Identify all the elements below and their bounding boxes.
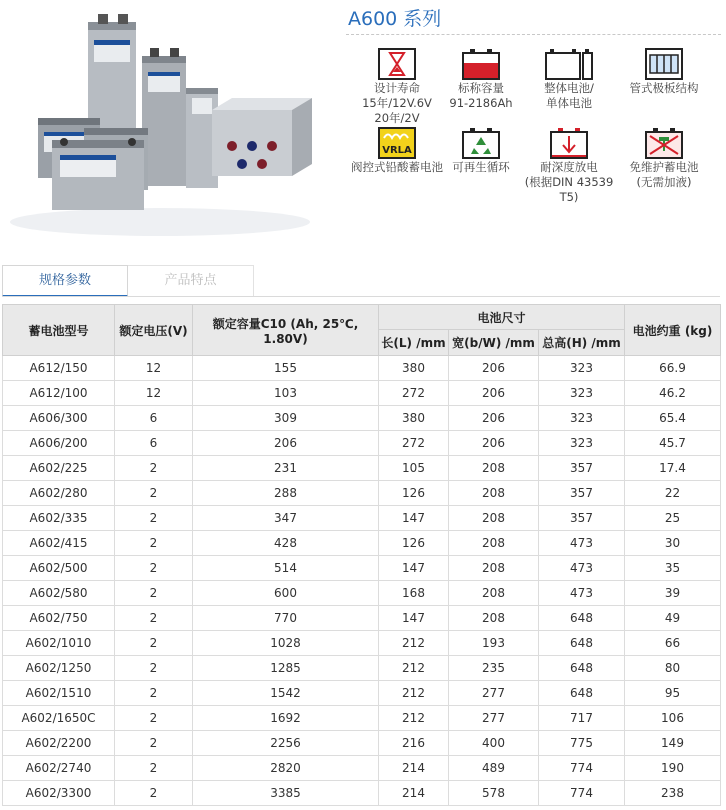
cell-model: A602/335 <box>3 506 115 531</box>
feature-capacity <box>431 48 531 111</box>
header-weight: 电池约重 (kg) <box>625 305 721 356</box>
spec-table-body <box>3 356 721 806</box>
cell-weight: 106 <box>625 706 721 731</box>
feature-label: 标称容量 <box>458 81 504 95</box>
cell-model: A602/280 <box>3 481 115 506</box>
cell-length: 272 <box>379 381 449 406</box>
cell-weight: 149 <box>625 731 721 756</box>
table-row <box>3 681 721 706</box>
cell-width: 208 <box>449 581 539 606</box>
cell-height: 774 <box>539 756 625 781</box>
cell-weight: 238 <box>625 781 721 806</box>
feature-label: (无需加液) <box>636 175 692 189</box>
cell-width: 193 <box>449 631 539 656</box>
cell-height: 775 <box>539 731 625 756</box>
cell-capacity: 514 <box>193 556 379 581</box>
cell-width: 206 <box>449 356 539 381</box>
cell-model: A602/2740 <box>3 756 115 781</box>
cell-voltage: 2 <box>115 606 193 631</box>
cell-capacity: 428 <box>193 531 379 556</box>
cell-capacity: 3385 <box>193 781 379 806</box>
cell-voltage: 2 <box>115 756 193 781</box>
cell-capacity: 1692 <box>193 706 379 731</box>
cell-weight: 30 <box>625 531 721 556</box>
cell-weight: 25 <box>625 506 721 531</box>
table-row <box>3 506 721 531</box>
cell-weight: 17.4 <box>625 456 721 481</box>
table-row <box>3 731 721 756</box>
cell-capacity: 1028 <box>193 631 379 656</box>
tubular-plate-icon <box>645 48 683 80</box>
product-photo <box>0 0 320 240</box>
feature-label: 15年/12V.6V <box>362 96 432 110</box>
cell-length: 272 <box>379 431 449 456</box>
recycle-icon <box>462 127 500 159</box>
feature-label: 设计寿命 <box>374 81 420 95</box>
feature-block-cell <box>519 48 619 111</box>
cell-capacity: 1285 <box>193 656 379 681</box>
cell-length: 214 <box>379 756 449 781</box>
header-height: 总高(H) /mm <box>539 330 625 356</box>
table-row <box>3 406 721 431</box>
cell-model: A606/300 <box>3 406 115 431</box>
cell-model: A602/1250 <box>3 656 115 681</box>
cell-height: 323 <box>539 381 625 406</box>
tab-specifications[interactable]: 规格参数 <box>2 265 128 297</box>
cell-model: A602/225 <box>3 456 115 481</box>
vrla-icon <box>378 127 416 159</box>
cell-capacity: 347 <box>193 506 379 531</box>
cell-height: 648 <box>539 631 625 656</box>
cell-capacity: 2820 <box>193 756 379 781</box>
cell-voltage: 2 <box>115 706 193 731</box>
feature-label: 20年/2V <box>374 111 420 125</box>
cell-height: 323 <box>539 431 625 456</box>
header-voltage: 额定电压(V) <box>115 305 193 356</box>
cell-length: 212 <box>379 706 449 731</box>
cell-voltage: 6 <box>115 431 193 456</box>
cell-width: 489 <box>449 756 539 781</box>
table-row <box>3 631 721 656</box>
cell-height: 473 <box>539 531 625 556</box>
cell-capacity: 103 <box>193 381 379 406</box>
cell-width: 208 <box>449 481 539 506</box>
feature-label: 管式极板结构 <box>629 81 699 95</box>
feature-label: 阀控式铅酸蓄电池 <box>351 160 443 174</box>
cell-model: A602/2200 <box>3 731 115 756</box>
feature-tubular-plate <box>614 48 714 96</box>
feature-label: (根据DIN 43539 T5) <box>524 175 614 204</box>
feature-label: 91-2186Ah <box>449 96 513 110</box>
cell-height: 648 <box>539 606 625 631</box>
title-divider <box>346 34 721 35</box>
cell-capacity: 206 <box>193 431 379 456</box>
cell-voltage: 2 <box>115 781 193 806</box>
table-row <box>3 481 721 506</box>
cell-voltage: 2 <box>115 556 193 581</box>
cell-model: A602/500 <box>3 556 115 581</box>
hourglass-icon <box>378 48 416 80</box>
table-row <box>3 431 721 456</box>
header-length: 长(L) /mm <box>379 330 449 356</box>
cell-width: 208 <box>449 456 539 481</box>
cell-height: 323 <box>539 406 625 431</box>
cell-height: 774 <box>539 781 625 806</box>
header-dimensions: 电池尺寸 <box>379 305 625 330</box>
cell-length: 380 <box>379 356 449 381</box>
cell-height: 357 <box>539 456 625 481</box>
cell-width: 277 <box>449 681 539 706</box>
cell-weight: 80 <box>625 656 721 681</box>
cell-weight: 49 <box>625 606 721 631</box>
cell-weight: 35 <box>625 556 721 581</box>
cell-length: 214 <box>379 781 449 806</box>
cell-length: 147 <box>379 556 449 581</box>
cell-height: 473 <box>539 581 625 606</box>
cell-model: A602/415 <box>3 531 115 556</box>
cell-height: 357 <box>539 481 625 506</box>
header-model: 蓄电池型号 <box>3 305 115 356</box>
cell-voltage: 12 <box>115 381 193 406</box>
tab-bar <box>2 265 720 296</box>
cell-width: 208 <box>449 606 539 631</box>
cell-model: A602/750 <box>3 606 115 631</box>
cell-model: A602/1010 <box>3 631 115 656</box>
cell-weight: 46.2 <box>625 381 721 406</box>
cell-model: A612/150 <box>3 356 115 381</box>
feature-label: 单体电池 <box>546 96 592 110</box>
cell-capacity: 1542 <box>193 681 379 706</box>
cell-width: 235 <box>449 656 539 681</box>
header-capacity: 额定容量C10 (Ah, 25℃, 1.80V) <box>193 305 379 356</box>
cell-capacity: 231 <box>193 456 379 481</box>
cell-voltage: 2 <box>115 581 193 606</box>
cell-length: 212 <box>379 656 449 681</box>
table-row <box>3 356 721 381</box>
battery-capacity-icon <box>462 48 500 80</box>
table-row <box>3 381 721 406</box>
cell-length: 147 <box>379 506 449 531</box>
tab-divider <box>2 296 720 297</box>
feature-recycle <box>431 127 531 175</box>
feature-label: 整体电池/ <box>544 81 594 95</box>
cell-width: 208 <box>449 506 539 531</box>
table-row <box>3 581 721 606</box>
cell-length: 105 <box>379 456 449 481</box>
cell-width: 277 <box>449 706 539 731</box>
cell-capacity: 770 <box>193 606 379 631</box>
cell-height: 473 <box>539 556 625 581</box>
cell-weight: 95 <box>625 681 721 706</box>
feature-label: 可再生循环 <box>452 160 510 174</box>
cell-height: 648 <box>539 656 625 681</box>
cell-capacity: 600 <box>193 581 379 606</box>
table-row <box>3 656 721 681</box>
cell-model: A602/1510 <box>3 681 115 706</box>
cell-weight: 39 <box>625 581 721 606</box>
cell-voltage: 2 <box>115 506 193 531</box>
cell-width: 206 <box>449 431 539 456</box>
cell-capacity: 309 <box>193 406 379 431</box>
cell-model: A612/100 <box>3 381 115 406</box>
cell-capacity: 288 <box>193 481 379 506</box>
table-row <box>3 706 721 731</box>
cell-height: 717 <box>539 706 625 731</box>
deep-discharge-icon <box>550 127 588 159</box>
cell-length: 126 <box>379 481 449 506</box>
cell-voltage: 2 <box>115 656 193 681</box>
cell-voltage: 2 <box>115 531 193 556</box>
cell-voltage: 2 <box>115 681 193 706</box>
cell-length: 212 <box>379 631 449 656</box>
cell-voltage: 2 <box>115 731 193 756</box>
cell-length: 126 <box>379 531 449 556</box>
cell-capacity: 2256 <box>193 731 379 756</box>
cell-voltage: 12 <box>115 356 193 381</box>
cell-weight: 190 <box>625 756 721 781</box>
cell-weight: 45.7 <box>625 431 721 456</box>
spec-table <box>2 304 721 806</box>
table-row <box>3 756 721 781</box>
cell-height: 357 <box>539 506 625 531</box>
cell-length: 216 <box>379 731 449 756</box>
cell-length: 147 <box>379 606 449 631</box>
cell-height: 323 <box>539 356 625 381</box>
feature-maintenance-free <box>614 127 714 190</box>
cell-height: 648 <box>539 681 625 706</box>
cell-length: 380 <box>379 406 449 431</box>
table-row <box>3 781 721 806</box>
cell-voltage: 2 <box>115 456 193 481</box>
table-row <box>3 556 721 581</box>
cell-model: A606/200 <box>3 431 115 456</box>
battery-block-icon <box>545 48 593 80</box>
cell-weight: 66 <box>625 631 721 656</box>
feature-label: 免维护蓄电池 <box>629 160 699 174</box>
feature-deep-discharge <box>519 127 619 205</box>
cell-voltage: 2 <box>115 481 193 506</box>
cell-width: 400 <box>449 731 539 756</box>
cell-model: A602/3300 <box>3 781 115 806</box>
table-row <box>3 606 721 631</box>
cell-weight: 22 <box>625 481 721 506</box>
cell-width: 208 <box>449 556 539 581</box>
cell-length: 212 <box>379 681 449 706</box>
cell-width: 206 <box>449 381 539 406</box>
cell-model: A602/580 <box>3 581 115 606</box>
table-row <box>3 531 721 556</box>
feature-label: 耐深度放电 <box>540 160 598 174</box>
vrla-text: VRLA <box>382 145 412 156</box>
cell-width: 206 <box>449 406 539 431</box>
header-width: 宽(b/W) /mm <box>449 330 539 356</box>
tab-product-features[interactable]: 产品特点 <box>128 265 254 296</box>
cell-weight: 66.9 <box>625 356 721 381</box>
cell-voltage: 6 <box>115 406 193 431</box>
cell-model: A602/1650C <box>3 706 115 731</box>
cell-width: 578 <box>449 781 539 806</box>
table-row <box>3 456 721 481</box>
cell-length: 168 <box>379 581 449 606</box>
maintenance-free-icon <box>645 127 683 159</box>
cell-width: 208 <box>449 531 539 556</box>
page-title: A600 系列 <box>348 8 442 30</box>
cell-capacity: 155 <box>193 356 379 381</box>
cell-voltage: 2 <box>115 631 193 656</box>
cell-weight: 65.4 <box>625 406 721 431</box>
